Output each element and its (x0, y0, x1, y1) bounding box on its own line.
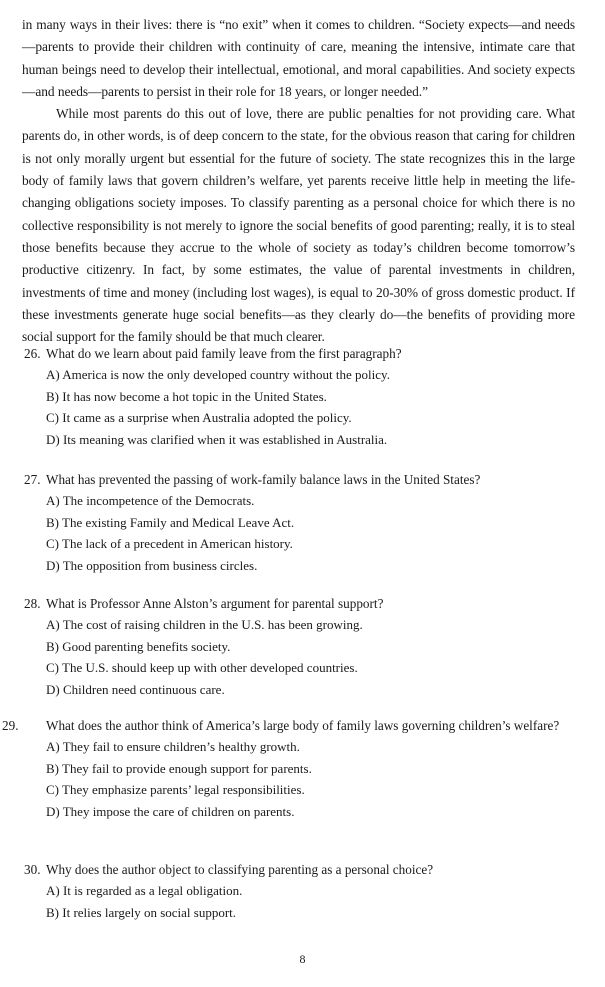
option-b: B) They fail to provide enough support for parents. (46, 760, 312, 776)
question-26 (24, 343, 579, 450)
question-28 (24, 593, 579, 700)
question-27 (24, 469, 579, 576)
passage (22, 14, 575, 348)
question-stem: What does the author think of America’s large body of family laws governing children’s welfare? (46, 718, 560, 733)
option-a: A) The incompetence of the Democrats. (46, 493, 255, 508)
passage-paragraph: While most parents do this out of love, there are public penalties for not providing care. What parents do, in other words, is of deep concern to the state, for the obvious reason that caring for children is not only morally urgent but essential for the future of society. The state recognizes this in the large body of family laws that govern children’s welfare, yet parents receive little help in meeting the life-changing obligations society imposes. To classify parenting as a personal choice for which there is no collective responsibility is not merely to ignore the social benefits of good parenting; really, it is to steal those benefits because they accrue to the whole of society as today’s children become tomorrow’s productive citizenry. In fact, by some estimates, the value of parental investments in children, investments of time and money (including lost wages), is equal to 20-30% of gross domestic product. If these investments generate huge social benefits—as they clearly do—the benefits of providing more social support for the family should be that much clearer. (22, 106, 575, 345)
question-stem: Why does the author object to classifying parenting as a personal choice? (46, 862, 434, 877)
option-b: B) It has now become a hot topic in the United States. (46, 388, 327, 404)
question-stem: What do we learn about paid family leave from the first paragraph? (46, 346, 402, 361)
option-a: A) They fail to ensure children’s healthy growth. (46, 739, 300, 754)
option-a: A) It is regarded as a legal obligation. (46, 883, 243, 898)
option-b: B) Good parenting benefits society. (46, 638, 231, 654)
question-number: 29. (2, 718, 19, 733)
question-stem: What has prevented the passing of work-family balance laws in the United States? (46, 472, 481, 487)
question-number: 27. (24, 472, 41, 487)
option-a: A) The cost of raising children in the U.S. has been growing. (46, 617, 363, 632)
option-c: C) The lack of a precedent in American history. (46, 536, 293, 551)
option-d: D) Children need continuous care. (46, 681, 225, 697)
option-d: D) They impose the care of children on parents. (46, 803, 295, 819)
passage-paragraph: in many ways in their lives: there is “no exit” when it comes to children. “Society expects—and needs—parents to provide their children with continuity of care, meaning the intensive, intimate care that human beings need to develop their intellectual, emotional, and moral capabilities. And society expects—and needs—parents to persist in their role for 18 years, or longer needed.” (22, 17, 575, 99)
question-number: 28. (24, 596, 41, 611)
question-29 (2, 715, 579, 822)
question-30 (24, 859, 579, 923)
option-b: B) The existing Family and Medical Leave Act. (46, 514, 295, 530)
question-number: 30. (24, 862, 41, 877)
question-stem: What is Professor Anne Alston’s argument for parental support? (46, 596, 384, 611)
option-c: C) The U.S. should keep up with other developed countries. (46, 660, 358, 675)
question-number: 26. (24, 346, 41, 361)
option-c: C) They emphasize parents’ legal responsibilities. (46, 782, 305, 797)
option-c: C) It came as a surprise when Australia adopted the policy. (46, 410, 352, 425)
option-a: A) America is now the only developed country without the policy. (46, 367, 390, 382)
page-number: 8 (299, 952, 306, 966)
option-b: B) It relies largely on social support. (46, 904, 237, 920)
option-d: D) The opposition from business circles. (46, 557, 258, 573)
option-d: D) Its meaning was clarified when it was established in Australia. (46, 431, 388, 447)
